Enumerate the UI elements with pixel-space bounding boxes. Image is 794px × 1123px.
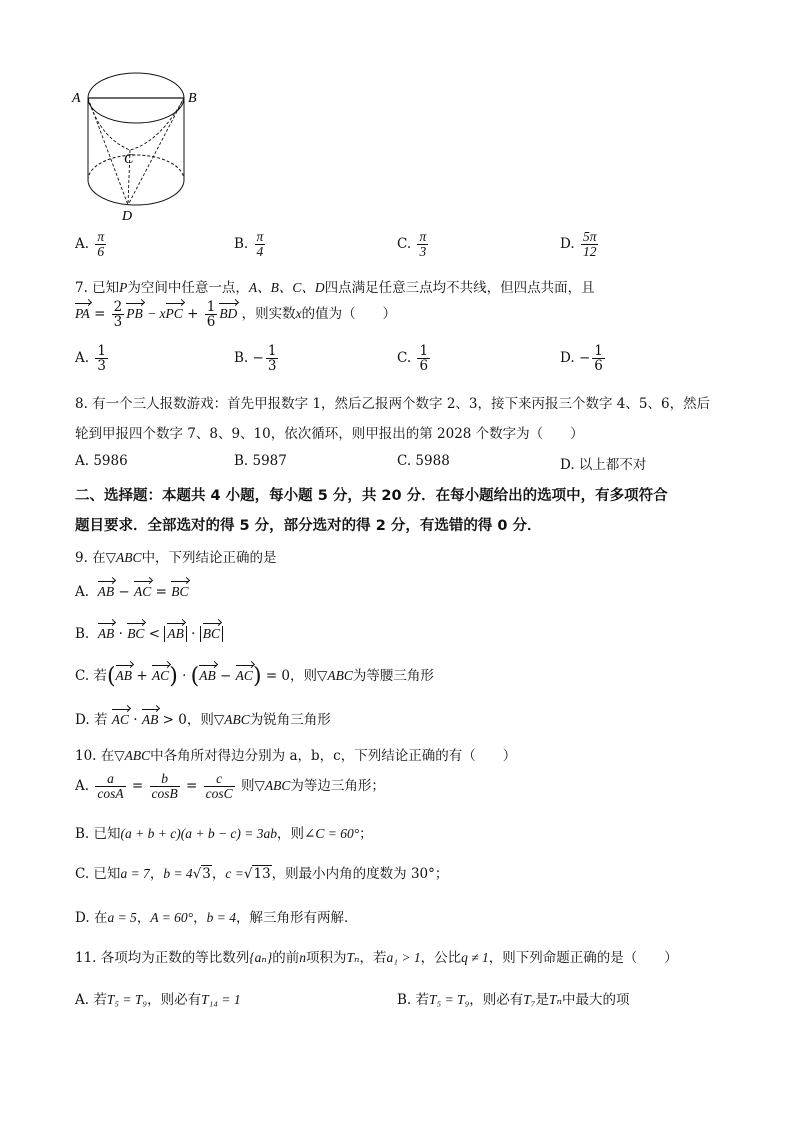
q8-option-b[interactable]: B. 5987: [234, 453, 287, 469]
q9-option-a[interactable]: A. AB − AC = BC: [75, 584, 189, 600]
section2-heading-line1: 二、选择题：本题共 4 小题，每小题 5 分，共 20 分．在每小题给出的选项中，有多项符合: [75, 488, 668, 504]
label-B: B: [188, 91, 197, 106]
q6-option-b[interactable]: B. $\frac{\pi}{4}$: [234, 229, 264, 260]
q10-option-b[interactable]: B. 已知(a + b + c)(a + b − c) = 3ab，则∠C = 60°；: [75, 826, 373, 842]
q9-option-d[interactable]: D. 若 AC · AB > 0，则▽ABC为锐角三角形: [75, 712, 331, 728]
q8-line2: 轮到甲报四个数字 7、8、9、10，依次循环，则甲报出的第 2028 个数字为（ ）: [75, 426, 584, 442]
q7-option-b[interactable]: B. − $\frac{1}{3}$: [234, 343, 277, 375]
q8-option-c[interactable]: C. 5988: [397, 453, 450, 469]
q8-option-a[interactable]: A. 5986: [75, 453, 128, 469]
label-D: D: [122, 209, 133, 224]
q10-option-c[interactable]: C. 已知a = 7，b = 4√3，c =√13，则最小内角的度数为 30°；: [75, 866, 449, 882]
q7-stem: 7. 已知P为空间中任意一点，A、B、C、D四点满足任意三点均不共线，但四点共面，且: [75, 280, 595, 296]
q9-stem: 9. 在▽ABC中，下列结论正确的是: [75, 550, 277, 566]
cylinder-figure: [60, 60, 220, 230]
q8-option-d[interactable]: D. 以上都不对: [560, 457, 647, 473]
q7-option-d[interactable]: D. − $\frac{1}{6}$: [560, 343, 603, 375]
q10-option-d[interactable]: D. 在a = 5，A = 60°，b = 4，解三角形有两解．: [75, 910, 358, 926]
q8-line1: 8. 有一个三人报数游戏：首先甲报数字 1，然后乙报两个数字 2、3，接下来丙报三个数字 4、5、6，然后: [75, 396, 711, 412]
label-C: C: [124, 152, 134, 167]
q9-option-c[interactable]: C. 若(AB + AC) · (AB − AC) = 0，则▽ABC为等腰三角形: [75, 664, 434, 689]
label-A: A: [72, 91, 81, 106]
q7-option-c[interactable]: C. $\frac{1}{6}$: [397, 343, 429, 375]
q6-option-d[interactable]: D. $\frac{5\pi}{12}$: [560, 229, 597, 260]
q7-equation: PA = $\frac{2}{3}$ PB − xPC + $\frac{1}{6}$ BD ，则实数x的值为（ ）: [75, 299, 397, 331]
q11-option-b[interactable]: B. 若T₅ = T₉，则必有T₇是Tₙ中最大的项: [397, 992, 630, 1008]
q11-stem: 11. 各项均为正数的等比数列{aₙ}的前n项积为Tₙ，若a₁ > 1，公比q ≠ 1，则下列命题正确的是（ ）: [75, 950, 678, 966]
q6-option-c[interactable]: C. $\frac{\pi}{3}$: [397, 229, 427, 260]
q10-option-a[interactable]: A. $\frac{a}{\cos A}$ = $\frac{b}{\cos B}$ = $\frac{c}{\cos C}$ 则▽ABC为等边三角形；: [75, 771, 385, 802]
q10-stem: 10. 在▽ABC中各角所对得边分别为 a，b，c，下列结论正确的有（ ）: [75, 748, 517, 764]
q11-option-a[interactable]: A. 若T₅ = T₉，则必有T₁₄ = 1: [75, 992, 241, 1008]
section2-heading-line2: 题目要求．全部选对的得 5 分，部分选对的得 2 分，有选错的得 0 分．: [75, 518, 542, 534]
q6-option-a[interactable]: A. $\frac{\pi}{6}$: [75, 229, 105, 260]
q9-option-b[interactable]: B. AB · BC < AB · BC: [75, 626, 223, 642]
q7-option-a[interactable]: A. $\frac{1}{3}$: [75, 343, 106, 375]
